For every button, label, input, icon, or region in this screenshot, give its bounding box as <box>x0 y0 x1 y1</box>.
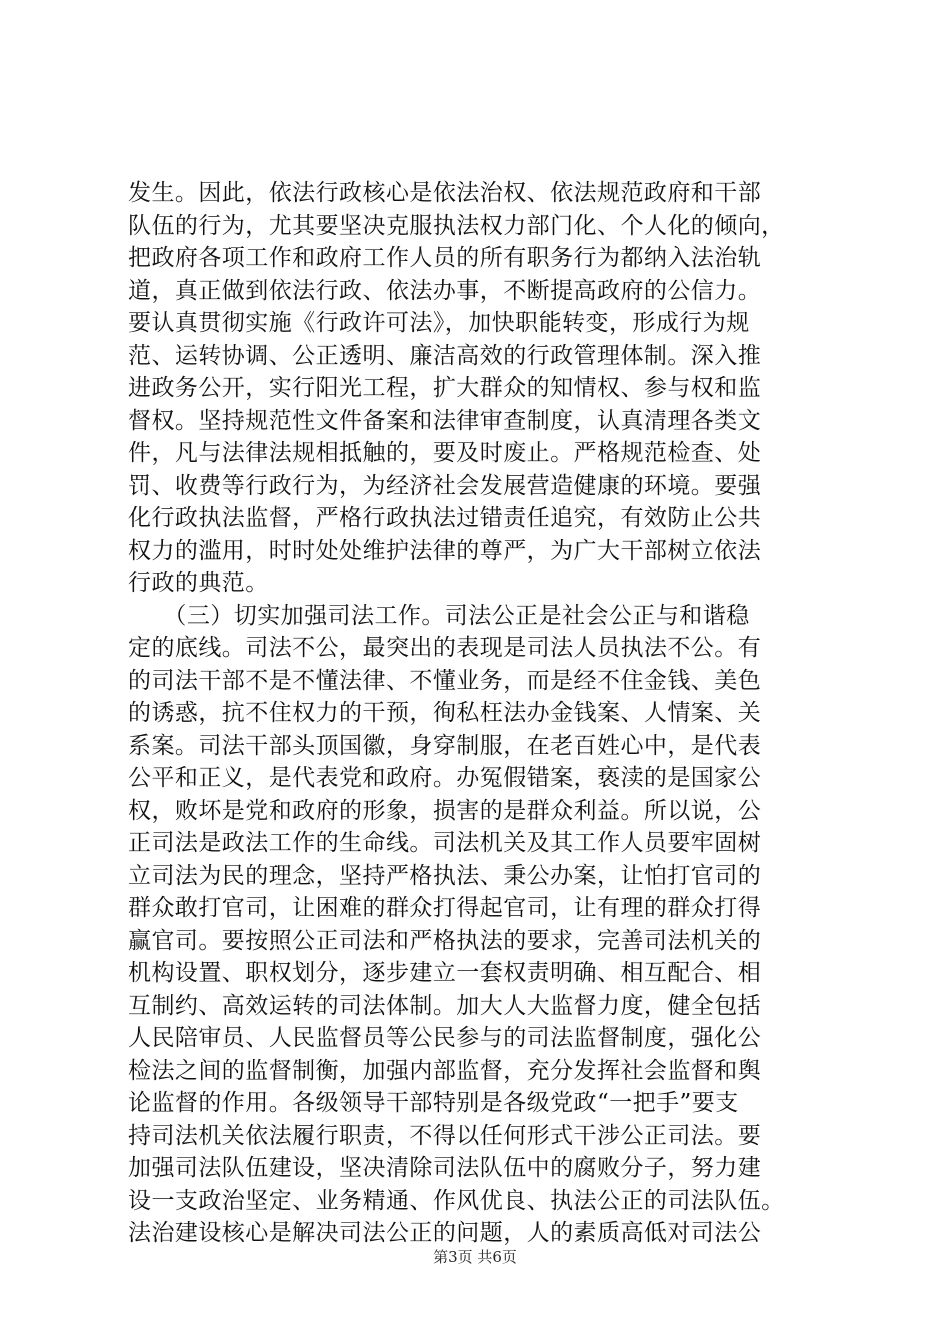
text-line: 进政务公开，实行阳光工程，扩大群众的知情权、参与权和监 <box>128 375 762 401</box>
page-footer: 第3页 共6页 <box>433 1248 517 1266</box>
text-line: 法治建设核心是解决司法公正的问题，人的素质高低对司法公 <box>128 1220 762 1246</box>
text-line: 行政的典范。 <box>128 570 269 596</box>
text-line: 群众敢打官司，让困难的群众打得起官司，让有理的群众打得 <box>128 895 762 921</box>
text-line: 人民陪审员、人民监督员等公民参与的司法监督制度，强化公 <box>128 1025 762 1051</box>
text-line: 化行政执法监督，严格行政执法过错责任追究，有效防止公共 <box>128 505 762 531</box>
text-line: 件，凡与法律法规相抵触的，要及时废止。严格规范检查、处 <box>128 440 762 466</box>
text-line: 发生。因此，依法行政核心是依法治权、依法规范政府和干部 <box>128 180 762 206</box>
text-line: 机构设置、职权划分，逐步建立一套权责明确、相互配合、相 <box>128 960 762 986</box>
text-line: 检法之间的监督制衡，加强内部监督，充分发挥社会监督和舆 <box>128 1057 762 1084</box>
text-line: 公平和正义，是代表党和政府。办冤假错案，亵渎的是国家公 <box>128 765 762 791</box>
text-line: 督权。坚持规范性文件备案和法律审查制度，认真清理各类文 <box>128 407 762 434</box>
text-line: 权，败坏是党和政府的形象，损害的是群众利益。所以说，公 <box>128 797 762 824</box>
text-line: 加强司法队伍建设，坚决清除司法队伍中的腐败分子，努力建 <box>128 1155 762 1181</box>
text-line: 道，真正做到依法行政、依法办事，不断提高政府的公信力。 <box>128 277 762 304</box>
body-text <box>128 177 848 1250</box>
text-line: 的诱惑，抗不住权力的干预，徇私枉法办金钱案、人情案、关 <box>128 700 762 726</box>
text-line: 互制约、高效运转的司法体制。加大人大监督力度，健全包括 <box>128 992 762 1019</box>
text-line: 要认真贯彻实施《行政许可法》，加快职能转变，形成行为规 <box>128 310 750 336</box>
text-line: 的司法干部不是不懂法律、不懂业务，而是经不住金钱、美色 <box>128 667 762 694</box>
text-line: 罚、收费等行政行为，为经济社会发展营造健康的环境。要强 <box>128 472 762 499</box>
text-line: 正司法是政法工作的生命线。司法机关及其工作人员要牢固树 <box>128 830 762 856</box>
text-line: 论监督的作用。各级领导干部特别是各级党政“一把手”要支 <box>128 1090 739 1116</box>
text-line: 系案。司法干部头顶国徽，身穿制服，在老百姓心中，是代表 <box>128 732 762 759</box>
text-line: （三）切实加强司法工作。司法公正是社会公正与和谐稳 <box>128 602 750 629</box>
text-line: 队伍的行为，尤其要坚决克服执法权力部门化、个人化的倾向， <box>128 212 785 239</box>
text-line: 赢官司。要按照公正司法和严格执法的要求，完善司法机关的 <box>128 927 762 954</box>
text-line: 持司法机关依法履行职责，不得以任何形式干涉公正司法。要 <box>128 1122 762 1149</box>
text-line: 设一支政治坚定、业务精通、作风优良、执法公正的司法队伍。 <box>128 1187 785 1214</box>
text-line: 定的底线。司法不公，最突出的表现是司法人员执法不公。有 <box>128 635 762 661</box>
text-line: 立司法为民的理念，坚持严格执法、秉公办案，让怕打官司的 <box>128 862 762 889</box>
text-line: 权力的滥用，时时处处维护法律的尊严，为广大干部树立依法 <box>128 537 762 564</box>
text-line: 把政府各项工作和政府工作人员的所有职务行为都纳入法治轨 <box>128 245 762 271</box>
text-line: 范、运转协调、公正透明、廉洁高效的行政管理体制。深入推 <box>128 342 762 369</box>
